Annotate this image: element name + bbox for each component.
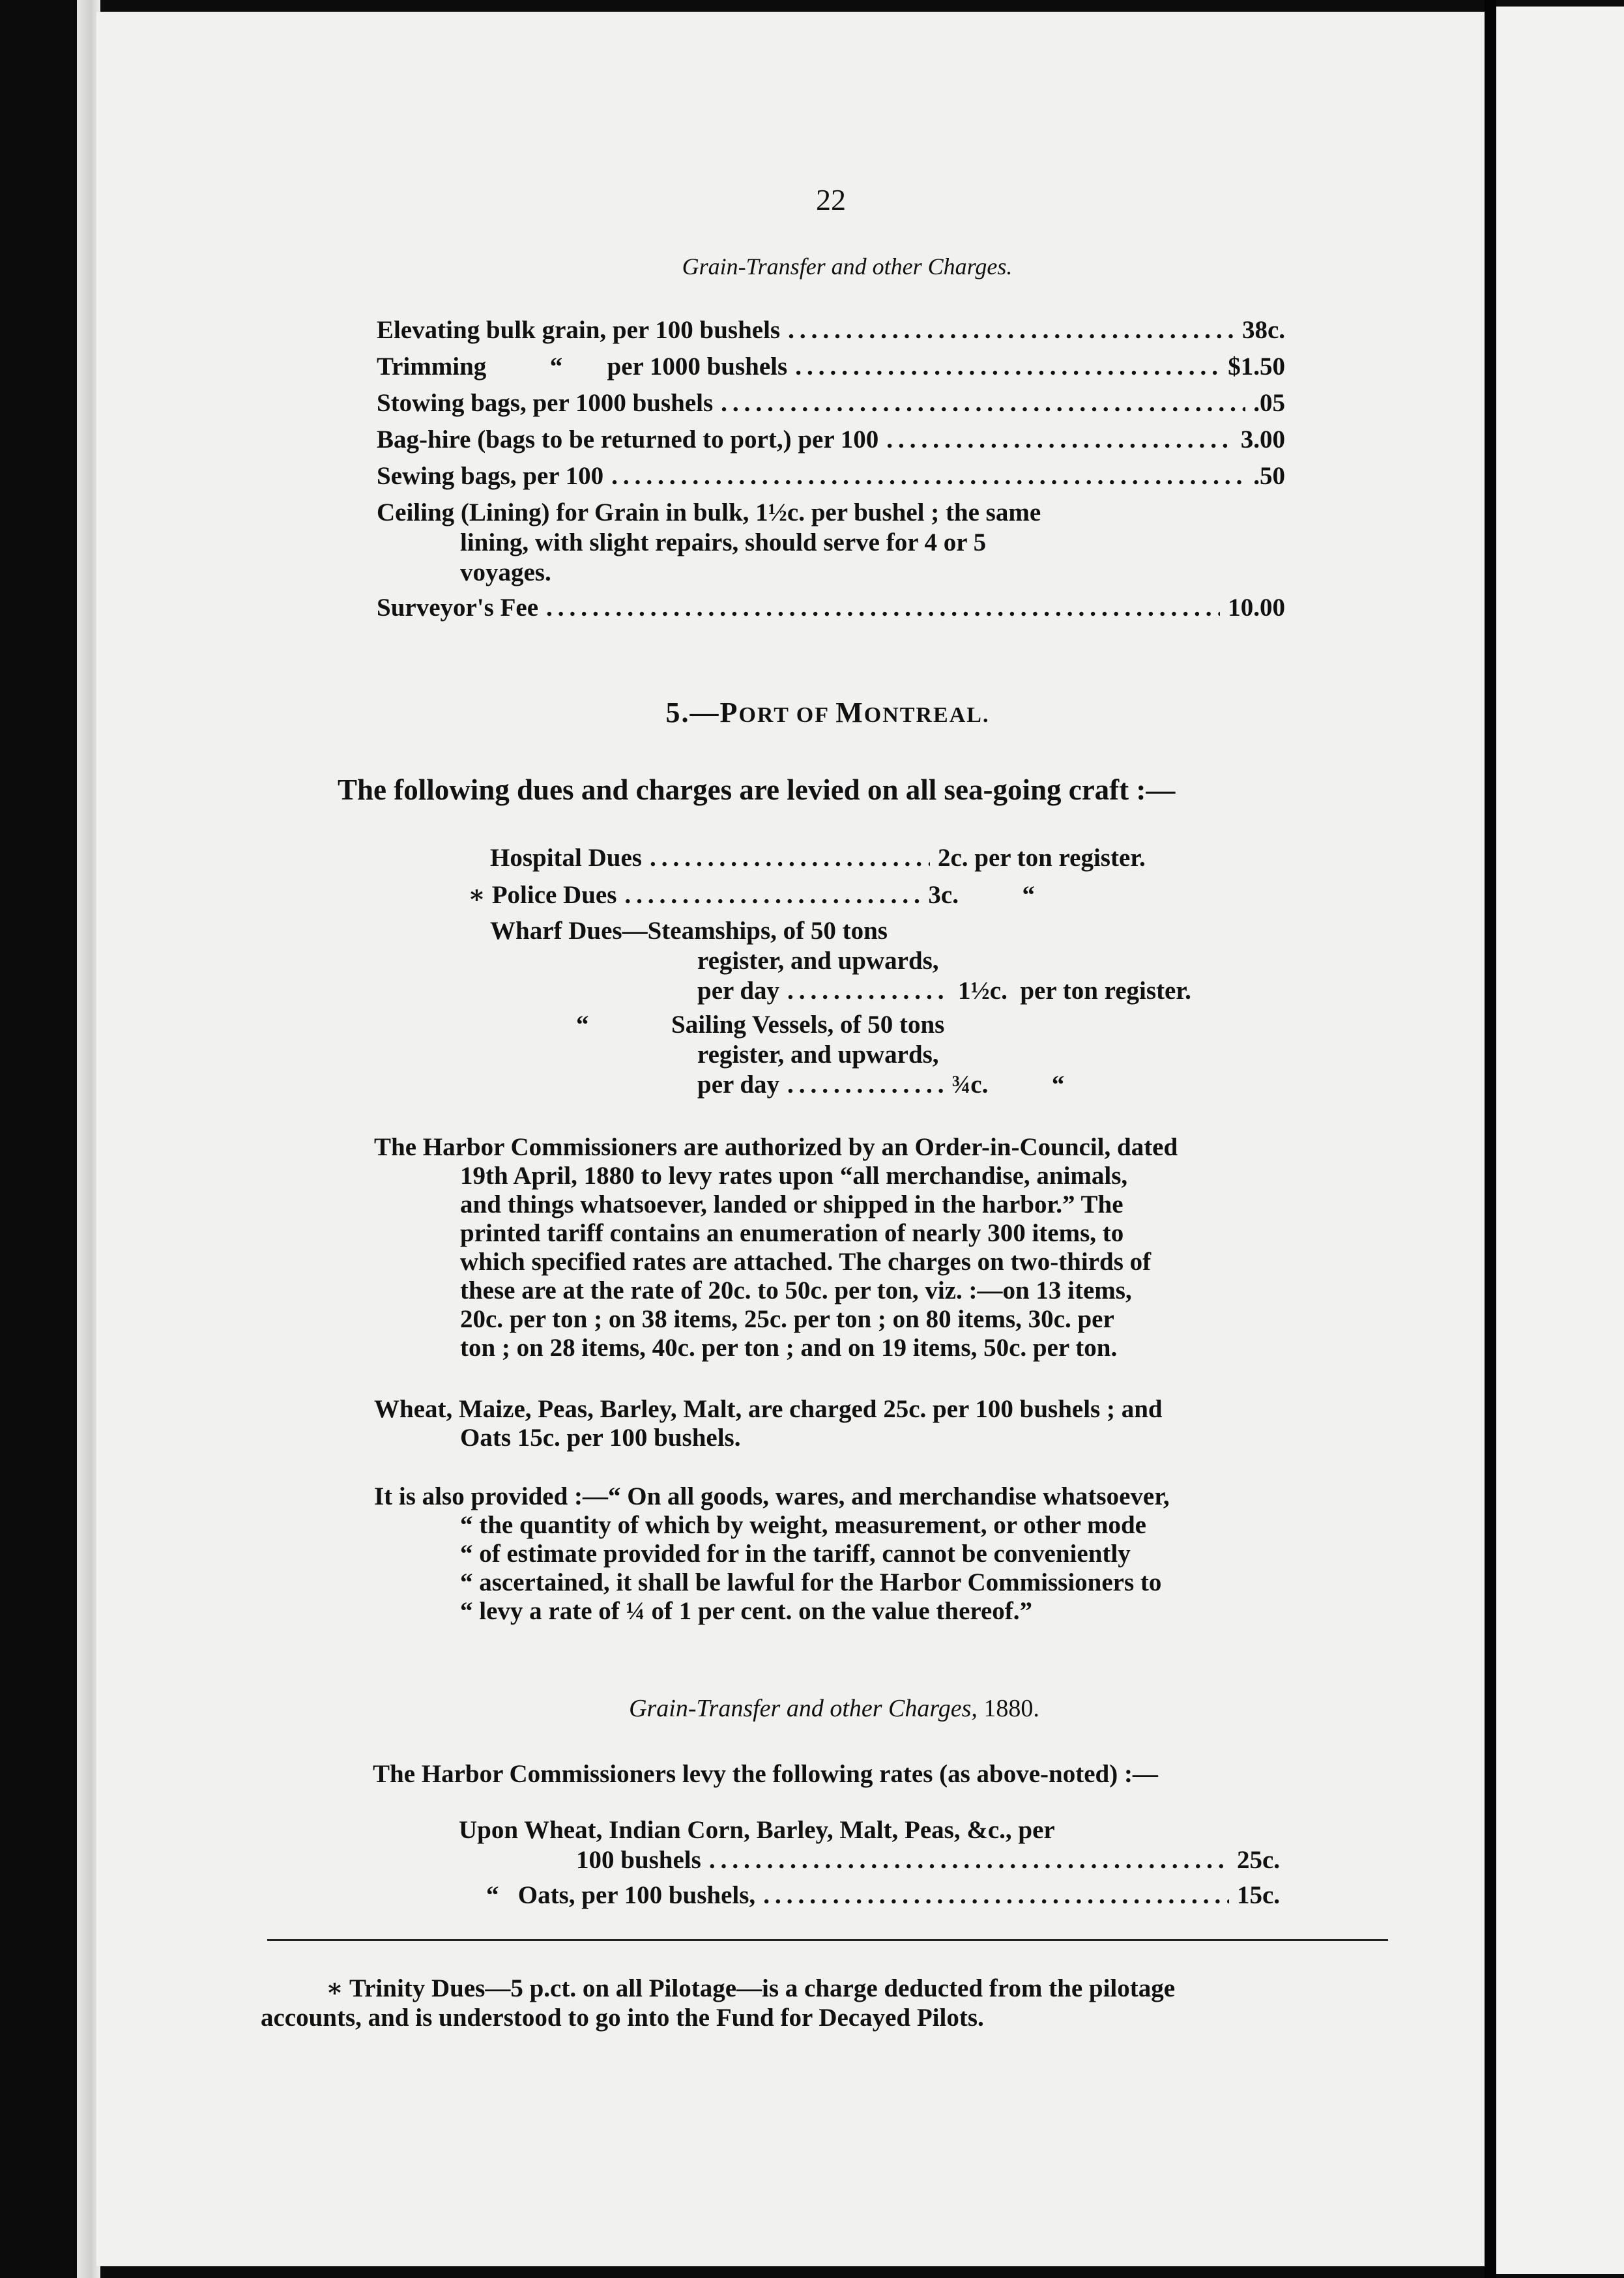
heading-year: 1880. [977, 1695, 1039, 1722]
sailing-label: per day [697, 1071, 780, 1099]
leader-dots [650, 843, 930, 872]
dues-value: 2c. per ton register. [937, 844, 1146, 872]
section-heading-grain-transfer: Grain-Transfer and other Charges. [682, 253, 1013, 280]
para3-line-4: “ ascertained, it shall be lawful for the Harbor Commissioners to [460, 1568, 1162, 1596]
ceiling-line-1: Ceiling (Lining) for Grain in bulk, 1½c. per bushel ; the same [377, 498, 1041, 526]
dues-label: ∗ Police Dues [468, 881, 617, 909]
facing-page [1496, 7, 1624, 2274]
charge-row-elevating [377, 315, 1285, 345]
title-part: M [835, 697, 864, 728]
wharf-dues-line-1: Wharf Dues—Steamships, of 50 tons [490, 917, 888, 945]
wharf-dues-line-3 [697, 976, 1232, 1005]
page-number: 22 [816, 183, 846, 216]
title-part: P [719, 697, 739, 728]
ditto-mark: “ [576, 1011, 589, 1039]
title-part: ONTREAL. [863, 703, 990, 727]
leader-dots [546, 593, 1220, 622]
charge-label: Stowing bags, per 1000 bushels [377, 389, 714, 417]
leader-dots [624, 880, 920, 910]
leader-dots [611, 461, 1245, 491]
para1-line-5: which specified rates are attached. The charges on two-thirds of [460, 1248, 1152, 1276]
para1-line-2: 19th April, 1880 to levy rates upon “all merchandise, animals, [460, 1162, 1128, 1190]
levy-intro: The Harbor Commissioners levy the following rates (as above-noted) :— [373, 1760, 1158, 1788]
charge-label: Elevating bulk grain, per 100 bushels [377, 316, 781, 344]
ceiling-line-3: voyages. [460, 558, 551, 586]
dues-label: Hospital Dues [490, 844, 642, 872]
wheat-line-1: Upon Wheat, Indian Corn, Barley, Malt, Peas, &c., per [459, 1816, 1055, 1844]
charge-value: $1.50 [1228, 353, 1285, 381]
section-heading-1880 [391, 1694, 1277, 1723]
leader-dots [886, 425, 1233, 454]
para1-line-7: 20c. per ton ; on 38 items, 25c. per ton ; on 80 items, 30c. per [460, 1305, 1114, 1333]
para1-line-6: these are at the rate of 20c. to 50c. per ton, viz. :—on 13 items, [460, 1276, 1132, 1305]
para3-line-1: It is also provided :—“ On all goods, wares, and merchandise whatsoever, [374, 1482, 1170, 1510]
section-title-port-of-montreal [456, 696, 1199, 729]
wharf-value: 1½c. per ton register. [958, 977, 1191, 1005]
oats-row [486, 1881, 1280, 1910]
charge-row-trimming [377, 352, 1285, 381]
para3-line-2: “ the quantity of which by weight, measurement, or other mode [460, 1511, 1146, 1539]
charge-value: 3.00 [1240, 425, 1285, 454]
charge-value: 10.00 [1228, 594, 1285, 622]
heading-italic: Grain-Transfer and other Charges, [629, 1695, 978, 1722]
charge-value: .05 [1253, 389, 1285, 417]
para1-line-4: printed tariff contains an enumeration of nearly 300 items, to [460, 1219, 1124, 1247]
gutter [1485, 0, 1496, 2278]
dues-intro: The following dues and charges are levied on all sea-going craft :— [338, 773, 1176, 806]
wheat-label: 100 bushels [576, 1846, 701, 1874]
charge-row-surveyor [377, 593, 1285, 622]
leader-dots [795, 352, 1220, 381]
charge-row-stowing [377, 388, 1285, 418]
charge-label: Surveyor's Fee [377, 594, 539, 622]
para1-line-3: and things whatsoever, landed or shipped in the harbor.” The [460, 1190, 1124, 1218]
charge-label: Trimming “ per 1000 bushels [377, 353, 788, 381]
footnote-rule [267, 1939, 1388, 1941]
charge-label: Bag-hire (bags to be returned to port,) per 100 [377, 425, 879, 454]
para3-line-5: “ levy a rate of ¼ of 1 per cent. on the value thereof.” [460, 1597, 1033, 1625]
charge-label: Sewing bags, per 100 [377, 462, 604, 490]
oats-value: 15c. [1236, 1881, 1280, 1909]
footnote-line-2: accounts, and is understood to go into the Fund for Decayed Pilots. [261, 2004, 984, 2032]
police-dues-row [468, 880, 1204, 910]
para3-line-3: “ of estimate provided for in the tariff, cannot be conveniently [460, 1540, 1131, 1568]
leader-dots [787, 1070, 944, 1099]
ceiling-line-2: lining, with slight repairs, should serve for 4 or 5 [460, 528, 987, 556]
oats-label: “ Oats, per 100 bushels, [486, 1881, 756, 1909]
leader-dots [721, 388, 1245, 418]
charge-row-sewing [377, 461, 1285, 491]
footnote-line-1: ∗ Trinity Dues—5 p.ct. on all Pilotage—is a charge deducted from the pilotage [326, 1974, 1176, 2002]
sailing-value: ¾c. “ [951, 1071, 1065, 1099]
charge-value: .50 [1253, 462, 1285, 490]
wheat-line-2 [576, 1845, 1280, 1875]
title-part: ORT OF [738, 703, 836, 727]
para2-line-1: Wheat, Maize, Peas, Barley, Malt, are charged 25c. per 100 bushels ; and [374, 1395, 1163, 1423]
charge-row-bag-hire [377, 425, 1285, 454]
sailing-line-1: Sailing Vessels, of 50 tons [671, 1011, 945, 1039]
leader-dots [788, 315, 1234, 345]
wheat-value: 25c. [1236, 1846, 1280, 1874]
para2-line-2: Oats 15c. per 100 bushels. [460, 1424, 741, 1452]
sailing-line-3 [697, 1070, 1167, 1099]
leader-dots [709, 1845, 1229, 1875]
wharf-dues-line-2: register, and upwards, [697, 947, 939, 975]
charge-value: 38c. [1241, 316, 1285, 344]
para1-line-1: The Harbor Commissioners are authorized by an Order-in-Council, dated [374, 1133, 1178, 1161]
wharf-label: per day [697, 977, 780, 1005]
leader-dots [763, 1881, 1229, 1910]
sailing-line-2: register, and upwards, [697, 1041, 939, 1069]
dues-value: 3c. “ [928, 881, 1035, 909]
section-number: 5.— [665, 697, 720, 728]
leader-dots [787, 976, 950, 1005]
para1-line-8: ton ; on 28 items, 40c. per ton ; and on 19 items, 50c. per ton. [460, 1334, 1118, 1362]
hospital-dues-row [490, 843, 1226, 872]
